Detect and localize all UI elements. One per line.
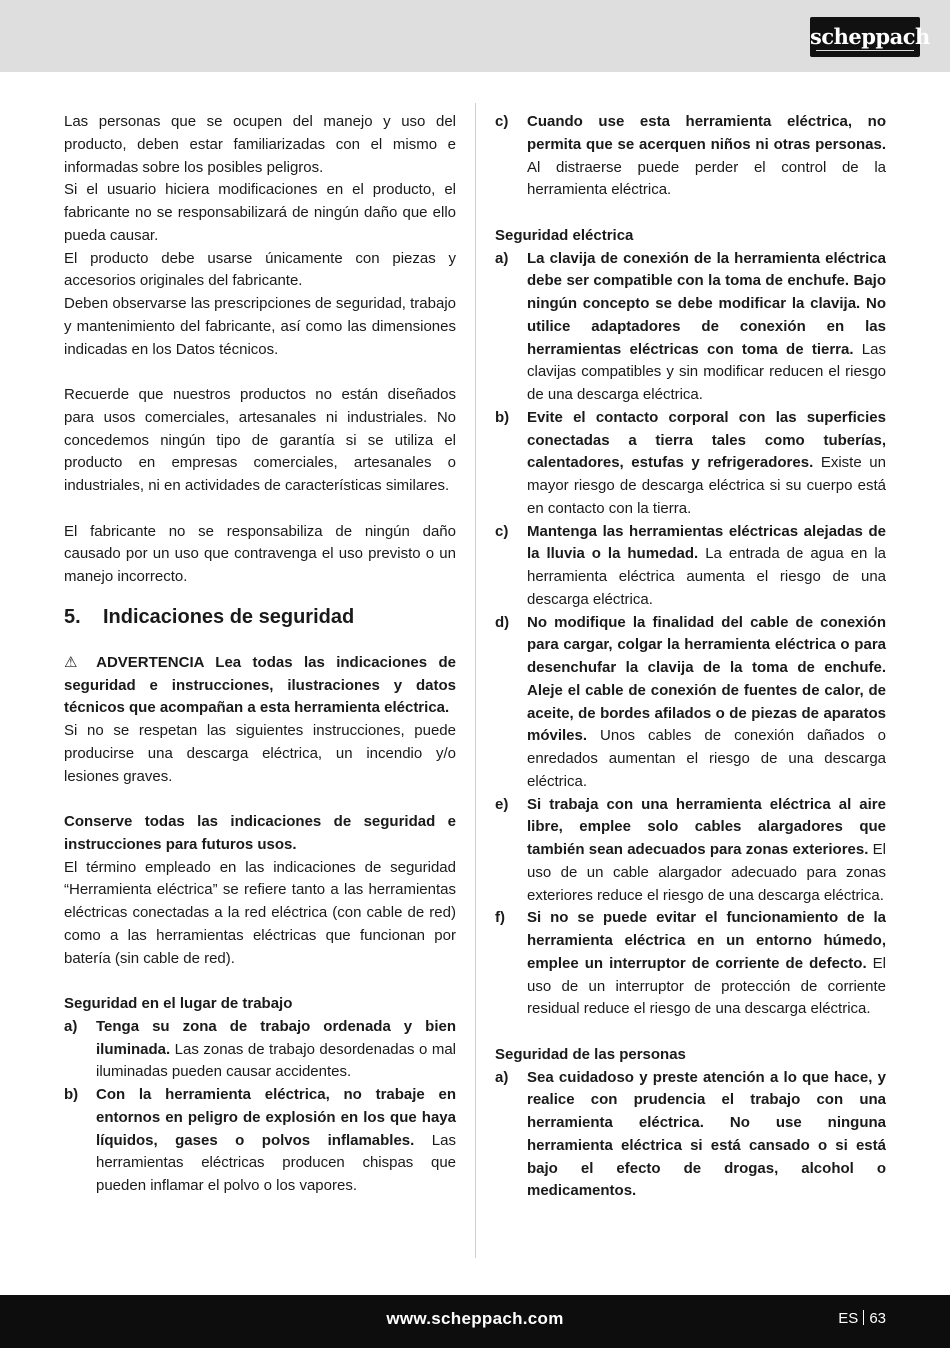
- list-item-bold: Si no se puede evitar el funcionamiento de la herramienta eléctrica en un entorno húmedo, emplee un interruptor de corriente de defecto.: [527, 909, 886, 972]
- list-item: [495, 794, 886, 908]
- section-title: Indicaciones de seguridad: [103, 605, 355, 628]
- list-item-text: Al distraerse puede perder el control de la herramienta eléctrica.: [527, 158, 886, 199]
- warning-icon: ⚠: [64, 653, 85, 671]
- personal-safety-heading: Seguridad de las personas: [495, 1045, 686, 1063]
- list-marker: b): [64, 1086, 79, 1103]
- list-item-bold: Tenga su zona de trabajo ordenada y bien iluminada.: [96, 1017, 456, 1058]
- section-number: 5.: [64, 605, 81, 628]
- page-separator: [863, 1310, 864, 1325]
- list-marker: c): [495, 522, 509, 540]
- header-band: [0, 0, 950, 72]
- list-marker: b): [495, 408, 510, 426]
- list-item-text: Las zonas de trabajo desordenadas o mal iluminadas pueden causar accidentes.: [96, 1040, 456, 1081]
- list-item: [495, 248, 886, 407]
- liability-paragraph: El fabricante no se responsabiliza de ningún daño causado por un uso que contravenga el uso previsto o un manejo incorrecto.: [64, 522, 456, 585]
- footer-band: [0, 1295, 950, 1348]
- list-item-bold: Con la herramienta eléctrica, no trabaje en entornos en peligro de explosión en los que haya líquidos, gases o polvos inflamables.: [96, 1086, 456, 1149]
- list-item-text: El uso de un cable alargador adecuado para zonas exteriores reduce el riesgo de una descarga eléctrica.: [527, 841, 886, 904]
- warning-bold-text: ADVERTENCIA Lea todas las indicaciones de seguridad e instrucciones, ilustraciones y datos técnicos que acompañan a esta herramienta eléctrica.: [64, 653, 456, 717]
- list-item: [64, 1016, 456, 1084]
- brand-logo: [810, 17, 930, 57]
- list-item: [495, 407, 886, 521]
- list-marker: a): [495, 249, 509, 267]
- list-item-bold: La clavija de conexión de la herramienta eléctrica debe ser compatible con la toma de enchufe. Bajo ningún concepto se debe modificar la clavija. No utilice adaptadores de conexión en las herramientas eléctricas con toma de tierra.: [527, 249, 886, 358]
- list-item: [495, 907, 886, 1021]
- section-heading: [64, 604, 456, 630]
- list-item: [495, 111, 886, 202]
- list-item-bold: Si trabaja con una herramienta eléctrica al aire libre, emplee solo cables alargadores que también sean adecuados para zonas exteriores.: [527, 795, 886, 858]
- term-definition: El término empleado en las indicaciones de seguridad “Herramienta eléctrica” se refiere tanto a las herramientas eléctricas conectadas a la red eléctrica (con cable de red) como a las herramientas eléctricas que funcionan por batería (sin cable de red).: [64, 858, 456, 967]
- list-item-bold: Cuando use esta herramienta eléctrica, no permita que se acerquen niños ni otras personas.: [527, 113, 886, 153]
- intro-paragraph-1: Las personas que se ocupen del manejo y uso del producto, deben estar familiarizadas con el mismo e informadas sobre los posibles peligros.: [64, 113, 456, 176]
- list-item-text: Las clavijas compatibles y sin modificar reducen el riesgo de una descarga eléctrica.: [527, 340, 886, 403]
- list-item-text: Existe un mayor riesgo de descarga eléctrica si su cuerpo está en contacto con la tierra.: [527, 454, 886, 517]
- list-item-text: Las herramientas eléctricas producen chispas que pueden inflamar el polvo o los vapores.: [96, 1131, 456, 1194]
- list-item: [495, 521, 886, 612]
- list-marker: c): [495, 113, 509, 130]
- list-item-text: El uso de un interruptor de protección de corriente residual reduce el riesgo de una descarga eléctrica.: [527, 954, 886, 1018]
- website-link[interactable]: www.scheppach.com: [386, 1309, 564, 1328]
- list-item-bold: Evite el contacto corporal con las superficies conectadas a tierra tales como tuberías, calentadores, estufas y refrigeradores.: [527, 408, 886, 472]
- list-marker: e): [495, 795, 509, 813]
- warning-block: [64, 652, 456, 720]
- commercial-use-paragraph: Recuerde que nuestros productos no están diseñados para usos comerciales, artesanales ni industriales. No concedemos ningún tipo de garantía si se utiliza el producto en empresas comerciales, artesanales o industriales, ni en actividades de características similares.: [64, 386, 456, 494]
- language-code: ES: [838, 1310, 859, 1327]
- list-item-bold: Mantenga las herramientas eléctricas alejadas de la lluvia o la humedad.: [527, 522, 886, 563]
- warning-text: Si no se respetan las siguientes instrucciones, puede producirse una descarga eléctrica, un incendio y/o lesiones graves.: [64, 722, 456, 785]
- intro-paragraph-4: Deben observarse las prescripciones de seguridad, trabajo y mantenimiento del fabricante, así como las dimensiones indicadas en los Datos técnicos.: [64, 295, 456, 358]
- workplace-safety-heading: Seguridad en el lugar de trabajo: [64, 995, 293, 1012]
- page-number: 63: [869, 1310, 886, 1327]
- list-item-bold: No modifique la finalidad del cable de conexión para cargar, colgar la herramienta eléctrica o para desenchufar la clavija de la toma de enchufe. Aleje el cable de conexión de fuentes de calor, de aceite, de bordes afilados o de piezas de aparatos móviles.: [527, 613, 886, 745]
- list-item: [495, 1067, 886, 1204]
- right-column: [495, 111, 886, 1203]
- list-marker: f): [495, 909, 505, 927]
- column-divider: [475, 103, 476, 1258]
- list-marker: a): [495, 1068, 509, 1086]
- list-item-text: Unos cables de conexión dañados o enredados aumentan el riesgo de una descarga eléctrica.: [527, 727, 886, 790]
- list-marker: a): [64, 1017, 78, 1035]
- brand-logo-text: scheppach: [810, 24, 930, 49]
- intro-paragraph-3: El producto debe usarse únicamente con piezas y accesorios originales del fabricante.: [64, 249, 456, 290]
- intro-paragraph-2: Si el usuario hiciera modificaciones en el producto, el fabricante no se responsabilizará de ningún daño que ello pueda causar.: [64, 181, 456, 244]
- list-item: [495, 612, 886, 794]
- conserve-instructions: Conserve todas las indicaciones de seguridad e instrucciones para futuros usos.: [64, 813, 456, 853]
- electrical-safety-heading: Seguridad eléctrica: [495, 226, 634, 244]
- list-item: [64, 1084, 456, 1198]
- list-item-bold: Sea cuidadoso y preste atención a lo que hace, y realice con prudencia el trabajo con una herramienta eléctrica. No use ninguna herramienta eléctrica si está cansado o si está bajo el efecto de drogas, alcohol o medicamentos.: [527, 1068, 886, 1200]
- list-item-text: La entrada de agua en la herramienta eléctrica aumenta el riesgo de una descarga eléctrica.: [527, 545, 886, 608]
- logo-underline: [816, 50, 914, 51]
- page-indicator: [838, 1310, 886, 1327]
- list-marker: d): [495, 613, 510, 631]
- left-column: [64, 111, 456, 1198]
